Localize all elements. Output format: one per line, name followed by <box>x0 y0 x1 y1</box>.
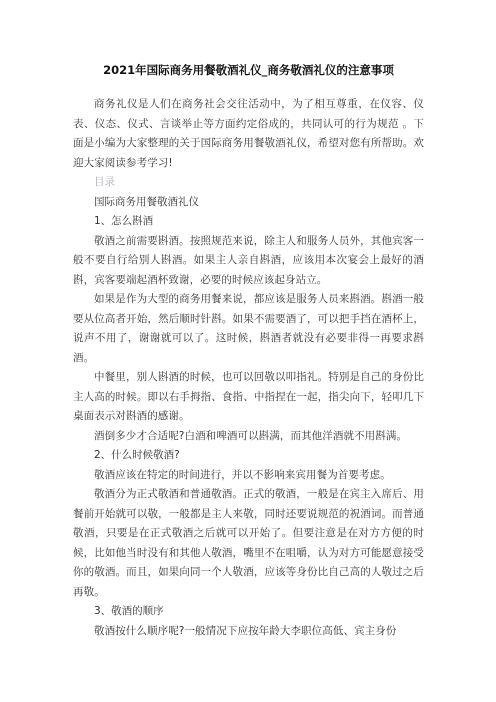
document-title: 2021年国际商务用餐敬酒礼仪_商务敬酒礼仪的注意事项 <box>103 63 394 77</box>
toc-label[interactable]: 目录 <box>94 176 115 188</box>
toc-item[interactable]: 国际商务用餐敬酒礼仪 <box>94 195 199 208</box>
section1-paragraph-2: 如果是作为大型的商务用餐来说，都应该是服务人员来斟酒。斟酒一般要从位高者开始，然后顺时针斟。如果不需要酒了，可以把手挡在酒杯上，说声不用了，谢谢就可以了。这时候，斟酒者就没有必要非得一再要求斟酒。 <box>73 293 424 364</box>
section2-paragraph-2: 敬酒分为正式敬酒和普通敬酒。正式的敬酒，一般是在宾主入席后、用餐前开始就可以敬，一般都是主人来敬，同时还要说规范的祝酒词。而普通敬酒，只要是在正式敬酒之后就可以开始了。但要注意是在对方方便的时候，比如他当时没有和其他人敬酒，嘴里不在咀嚼，认为对方可能愿意接受你的敬酒。而且，如果向同一个人敬酒，应该等身份比自己高的人敬过之后再敬。 <box>73 488 424 598</box>
section1-heading: 1、怎么斟酒 <box>94 215 154 227</box>
section1-paragraph-1: 敬酒之前需要斟酒。按照规范来说，除主人和服务人员外，其他宾客一般不要自行给别人斟酒。如果主人亲自斟酒，应该用本次宴会上最好的酒斟，宾客要端起酒杯致谢，必要的时候应该起身站立。 <box>73 234 424 286</box>
section3-heading: 3、敬酒的顺序 <box>94 605 164 617</box>
section2-heading: 2、什么时候敬酒? <box>94 449 180 461</box>
section1-paragraph-4: 酒倒多少才合适呢?白酒和啤酒可以斟满，而其他洋酒就不用斟满。 <box>94 429 408 442</box>
intro-paragraph: 商务礼仪是人们在商务社会交往活动中，为了相互尊重，在仪容、仪表、仪态、仪式、言谈举止等方面约定俗成的，共同认可的行为规范 。下面是小编为大家整理的关于国际商务用餐敬酒礼仪，希望对您有所帮助。欢迎大家阅读参考学习! <box>73 98 424 169</box>
section2-paragraph-1: 敬酒应该在特定的时间进行，并以不影响来宾用餐为首要考虑。 <box>94 468 391 481</box>
section1-paragraph-3: 中餐里，别人斟酒的时候，也可以回敬以叩指礼。特别是自己的身份比主人高的时候。即以右手拇指、食指、中指捏在一起，指尖向下，轻叩几下桌面表示对斟酒的感谢。 <box>73 371 424 422</box>
section3-paragraph-1: 敬酒按什么顺序呢?一般情况下应按年龄大李职位高低、宾主身份 <box>94 624 397 637</box>
